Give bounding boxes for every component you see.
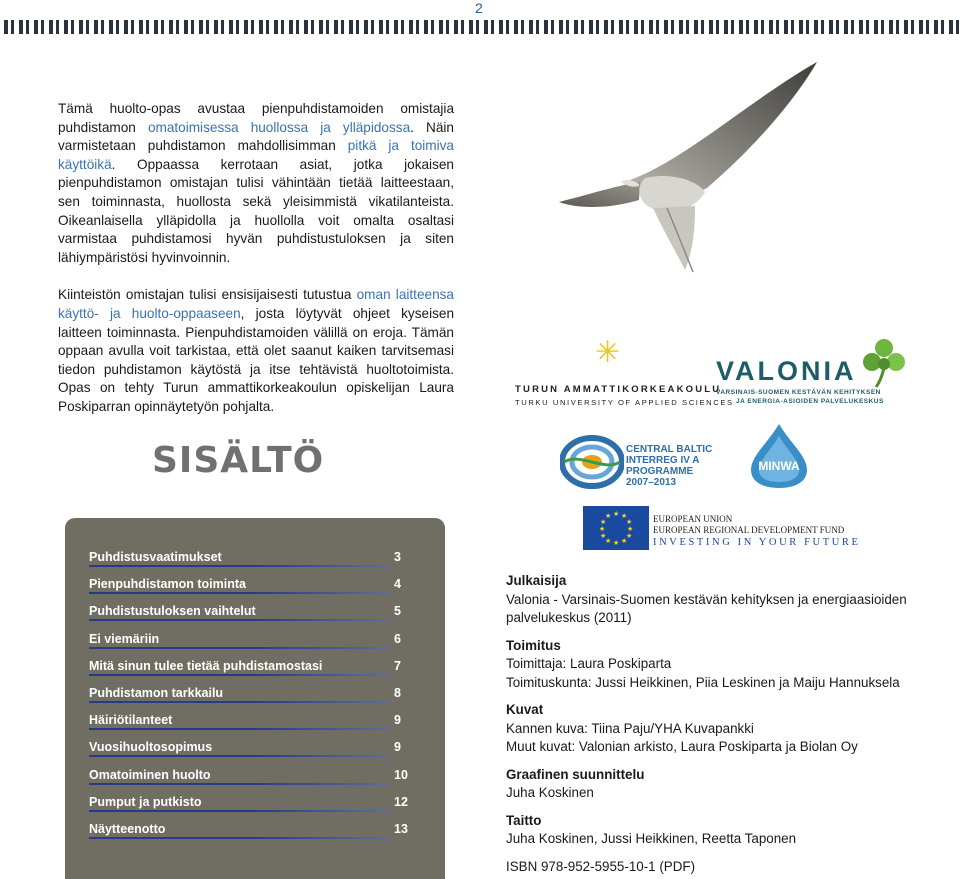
svg-text:★: ★ <box>613 539 620 547</box>
svg-text:★: ★ <box>605 512 612 520</box>
toc-item-rule <box>89 701 389 703</box>
toc-item[interactable] <box>89 550 411 570</box>
star-icon: ✳ <box>595 336 621 369</box>
toc-item[interactable] <box>89 768 411 788</box>
eu-logo: ★ ★ ★ ★ ★ ★ ★ ★ ★ ★ ★ ★ EUROPEAN UNION EUROPEAN REGIONAL DEVELOPMENT FUND INVESTING IN YOUR FUTURE <box>583 506 843 550</box>
intro-highlight-2: pitkä ja toimiva käyttöikä <box>58 138 454 172</box>
colophon-images: Kuvat Kannen kuva: Tiina Paju/YHA Kuvapankki Muut kuvat: Valonian arkisto, Laura Poskiparta ja Biolan Oy <box>506 702 858 754</box>
toc-item-label: Häiriötilanteet <box>89 713 173 728</box>
toc-item-label: Puhdistamon tarkkailu <box>89 686 224 700</box>
toc-item-label: Omatoiminen huolto <box>89 767 211 782</box>
toc-item-rule <box>89 783 389 785</box>
toc-item-page: 10 <box>394 767 408 782</box>
toc-item-rule <box>89 810 389 812</box>
toc-item-page: 9 <box>394 713 401 728</box>
toc-item[interactable] <box>89 577 411 597</box>
toc-item-label: Näytteenotto <box>89 822 166 836</box>
intro-paragraph-1: Tämä huolto-opas avustaa pienpuhdistamoiden omistajia puhdistamon omatoimisessa huollossa ja ylläpidossa. Näin varmistetaan puhdistamon mahdollisimman pitkä ja toimiva käyttöikä. Oppaassa kerrotaan asiat, jotka jokaisen pienpuhdistamon omistajan tulisi vähintään tietää laitteestaan, sen toiminnasta, huollosta sekä yleisimmistä vikatilanteista. Oikeanlaisella ylläpidolla ja huollolla voit omalta osaltasi varmistaa puhdistamosi hyvän puhdistustuloksen ja siten lähiympäristösi hyvinvoinnin. <box>58 101 454 265</box>
intro-highlight-1: omatoimisessa huollossa ja ylläpidossa <box>147 119 411 135</box>
toc-item-page: 9 <box>394 740 401 755</box>
toc-item-rule <box>89 837 389 839</box>
toc-item-rule <box>89 755 389 757</box>
toc-title: SISÄLTÖ <box>152 440 325 481</box>
central-baltic-logo: CENTRAL BALTIC INTERREG IV A PROGRAMME 2007–2013 <box>560 432 730 492</box>
toc-item-page: 8 <box>394 686 401 700</box>
svg-text:★: ★ <box>626 532 633 540</box>
toc-item[interactable] <box>89 604 411 624</box>
table-of-contents <box>65 518 445 879</box>
colophon <box>506 572 946 858</box>
seagull-photo <box>535 60 835 275</box>
clover-icon <box>862 338 906 388</box>
toc-item-rule <box>89 565 389 567</box>
decorative-tick-bar <box>4 20 960 34</box>
svg-text:★: ★ <box>600 518 607 526</box>
svg-text:★: ★ <box>626 518 633 526</box>
svg-text:★: ★ <box>605 537 612 545</box>
toc-item-label: Vuosihuoltosopimus <box>89 740 213 755</box>
svg-text:★: ★ <box>599 525 606 533</box>
toc-item[interactable] <box>89 713 411 733</box>
eu-flag-icon <box>583 506 649 550</box>
colophon-editing: Toimitus Toimittaja: Laura Poskiparta Toimituskunta: Jussi Heikkinen, Piia Leskinen ja Maiju Hannuksela <box>506 637 900 690</box>
minwa-logo <box>745 422 813 490</box>
toc-item-label: Puhdistusvaatimukset <box>89 550 222 564</box>
toc-item-page: 4 <box>394 577 401 592</box>
central-baltic-emblem-icon <box>560 432 624 492</box>
colophon-publisher: Julkaisija Valonia - Varsinais-Suomen kestävän kehityksen ja energiaasioiden palvelukeskus (2011) <box>506 573 907 625</box>
toc-item-label: Pienpuhdistamon toiminta <box>89 577 246 592</box>
toc-item-page: 3 <box>394 550 401 564</box>
toc-item[interactable] <box>89 632 411 652</box>
toc-heading-stamp <box>146 432 336 488</box>
toc-item-label: Puhdistustuloksen vaihtelut <box>89 604 256 619</box>
colophon-graphic-design: Graafinen suunnittelu Juha Koskinen <box>506 766 645 800</box>
svg-text:★: ★ <box>613 510 620 518</box>
toc-item[interactable] <box>89 740 411 760</box>
turku-uas-logo: ✳ TURUN AMMATTIKORKEAKOULU TURKU UNIVERSITY OF APPLIED SCIENCES <box>515 336 734 407</box>
valonia-logo: VALONIA VARSINAIS-SUOMEN KESTÄVÄN KEHITYKSEN JA ENERGIA-ASIOIDEN PALVELUKESKUS <box>714 338 904 410</box>
isbn: ISBN 978-952-5955-10-1 (PDF) <box>506 859 696 874</box>
intro-paragraph-2: Kiinteistön omistajan tulisi ensisijaisesti tutustua oman laitteensa käyttö- ja huolto-oppaaseen, josta löytyvät ohjeet kyseisen laitteen toiminnasta. Pienpuhdistamoiden välillä on eroja. Tämän oppaan avulla voit tarkistaa, että olet saanut kaiken tarvitsemasi tiedon puhdistamon käytöstä ja itse tehtävistä huoltotoimista. Opas on tehty Turun ammattikorkeakoulun opiskelijan Laura Poskiparran opinnäytetyön pohjalta. <box>58 287 455 414</box>
toc-item-page: 12 <box>394 794 408 809</box>
svg-text:★: ★ <box>621 537 628 545</box>
toc-item-label: Pumput ja putkisto <box>89 794 202 809</box>
svg-text:★: ★ <box>621 512 628 520</box>
toc-item-label: Mitä sinun tulee tietää puhdistamostasi <box>89 658 323 673</box>
intro-text <box>58 100 454 436</box>
page-number: 2 <box>475 0 483 16</box>
toc-item-page: 5 <box>394 604 401 619</box>
toc-item-rule <box>89 592 389 594</box>
svg-text:MINWA: MINWA <box>758 459 800 473</box>
colophon-layout: Taitto Juha Koskinen, Jussi Heikkinen, Reetta Taponen <box>506 812 797 846</box>
toc-item[interactable] <box>89 822 411 842</box>
toc-item-page: 13 <box>394 822 408 836</box>
toc-item-page: 6 <box>394 631 401 646</box>
toc-item-rule <box>89 619 389 621</box>
toc-item[interactable] <box>89 659 411 679</box>
toc-item-label: Ei viemäriin <box>89 631 160 646</box>
intro-highlight-3: oman laitteensa käyttö- ja huolto-oppaaseen <box>58 287 454 321</box>
toc-item[interactable] <box>89 795 411 815</box>
toc-item-rule <box>89 728 389 730</box>
toc-item-rule <box>89 647 389 649</box>
toc-item[interactable] <box>89 686 411 706</box>
svg-text:★: ★ <box>627 525 634 533</box>
toc-item-rule <box>89 674 389 676</box>
svg-text:★: ★ <box>600 532 607 540</box>
toc-item-page: 7 <box>394 658 401 673</box>
